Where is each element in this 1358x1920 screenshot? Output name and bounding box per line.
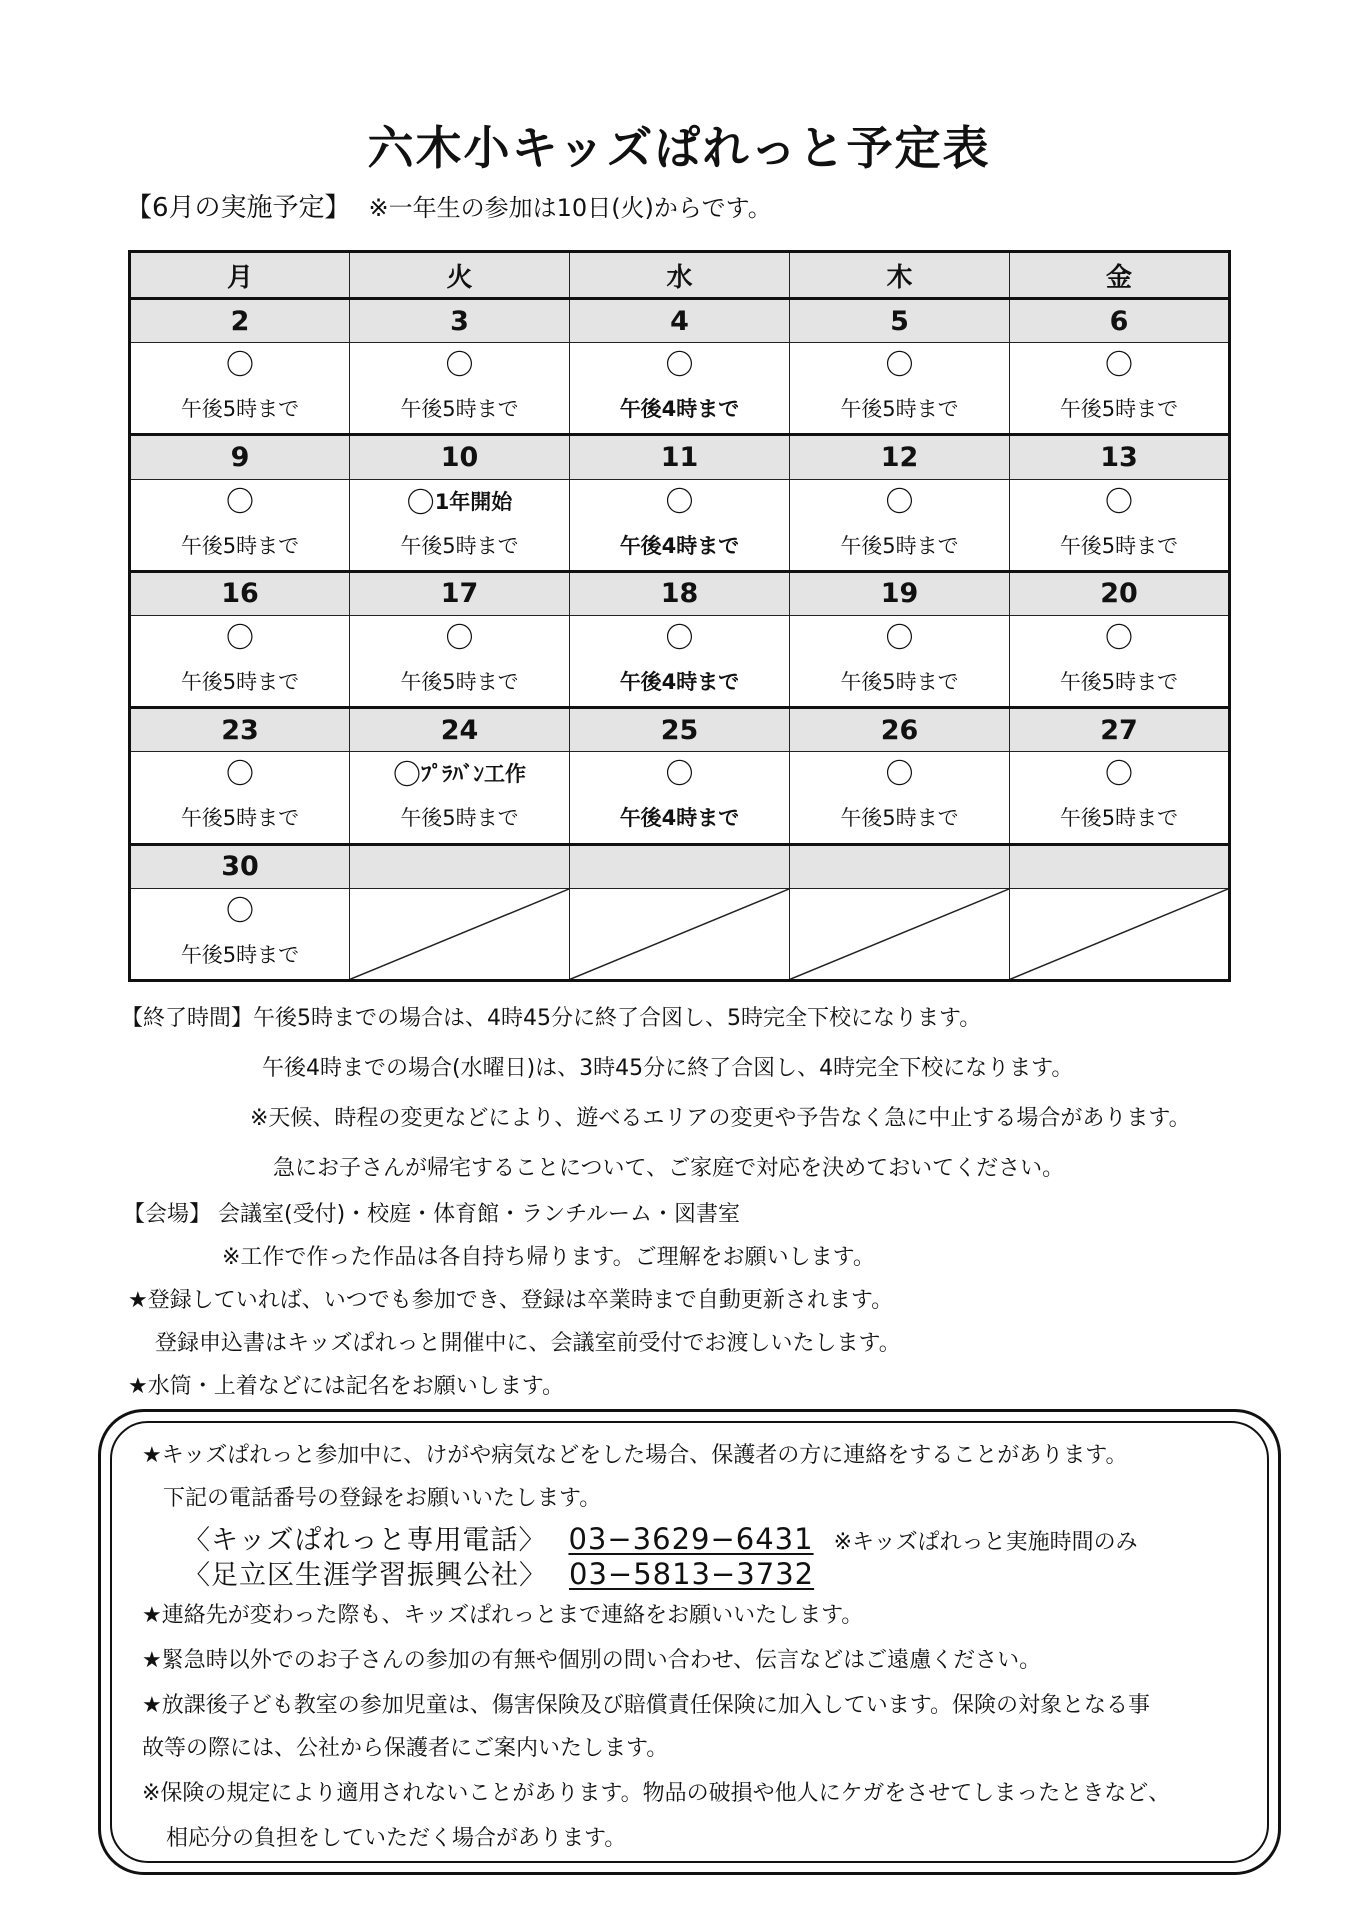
end-time-label: 午後4時まで (619, 397, 740, 422)
date-row (130, 435, 1230, 479)
empty-date-cell (350, 844, 570, 888)
insurance-note: ★放課後子ども教室の参加児童は、傷害保険及び賠償責任保険に加入しています。保険の対象となる事 (142, 1693, 1150, 1718)
weather-note: ※天候、時程の変更などにより、遊べるエリアの変更や予告なく急に中止する場合があります。 (250, 1106, 1191, 1131)
day-cell (130, 479, 350, 571)
end-time-label: 午後5時まで (1059, 669, 1179, 694)
open-mark-wrapper (570, 348, 789, 382)
phone-label-corporation: 〈足立区生涯学習振興公社〉 (183, 1560, 547, 1591)
open-mark-wrapper (1010, 757, 1228, 791)
open-mark-wrapper (350, 348, 569, 382)
empty-date-cell (570, 844, 790, 888)
open-mark-wrapper (131, 757, 349, 791)
empty-date-cell (1010, 844, 1230, 888)
open-mark-wrapper (131, 484, 349, 518)
end-time-label: 午後5時まで (400, 669, 519, 694)
date-number: 24 (350, 708, 570, 752)
end-time-label: 午後5時まで (180, 669, 300, 694)
open-circle-icon: 〇 (1104, 348, 1133, 382)
weekday-fri: 金 (1010, 252, 1230, 299)
open-mark-wrapper (1010, 484, 1228, 518)
date-number: 30 (130, 844, 350, 888)
date-row (130, 571, 1230, 615)
open-circle-icon: 〇 (225, 893, 254, 927)
first-grade-note: ※一年生の参加は10日(火)からです。 (368, 194, 772, 222)
day-cell (570, 752, 790, 844)
info-row (130, 615, 1230, 707)
end-time-label: 午後5時まで (1059, 806, 1179, 831)
end-time-label: 午後5時まで (180, 533, 300, 558)
special-event-label: 1年開始 (434, 489, 513, 514)
end-time-label: 午後4時まで (619, 533, 740, 558)
day-cell (790, 343, 1010, 435)
exclusion-note-continued: 相応分の負担をしていただく場合があります。 (166, 1826, 627, 1851)
end-time-label: 午後5時まで (840, 397, 959, 422)
end-time-note: 【終了時間】午後5時までの場合は、4時45分に終了合図し、5時完全下校になります。 (121, 1006, 982, 1031)
insurance-note-continued: 故等の際には、公社から保護者にご案内いたします。 (142, 1736, 669, 1761)
empty-day-cell (790, 888, 1010, 980)
day-cell (130, 888, 350, 980)
phone-request-note: 下記の電話番号の登録をお願いいたします。 (163, 1486, 602, 1511)
date-number: 27 (1010, 708, 1230, 752)
date-number: 23 (130, 708, 350, 752)
schedule-calendar (128, 250, 1231, 982)
open-mark-wrapper (1010, 348, 1228, 382)
date-number: 6 (1010, 299, 1230, 343)
phone-label-kids: 〈キッズぱれっと専用電話〉 (183, 1525, 547, 1556)
date-row (130, 708, 1230, 752)
date-number: 17 (350, 571, 570, 615)
open-mark-wrapper (350, 485, 569, 519)
end-time-label: 午後5時まで (1059, 533, 1179, 558)
diagonal-slash-icon (790, 889, 1009, 979)
date-number: 3 (350, 299, 570, 343)
open-mark-wrapper (131, 620, 349, 654)
info-row (130, 479, 1230, 571)
date-number: 26 (790, 708, 1010, 752)
date-number: 20 (1010, 571, 1230, 615)
date-number: 19 (790, 571, 1010, 615)
end-time-wednesday-note: 午後4時までの場合(水曜日)は、3時45分に終了合図し、4時完全下校になります。 (262, 1056, 1074, 1081)
date-number: 12 (790, 435, 1010, 479)
phone-row-kids (183, 1518, 1138, 1557)
day-cell (350, 479, 570, 571)
day-cell (570, 615, 790, 707)
open-mark-wrapper (790, 757, 1009, 791)
application-note: 登録申込書はキッズぱれっと開催中に、会議室前受付でお渡しいたします。 (155, 1331, 901, 1356)
day-cell (570, 479, 790, 571)
end-time-label: 午後5時まで (840, 533, 959, 558)
info-row (130, 752, 1230, 844)
special-event-label: ﾌﾟﾗﾊﾞﾝ工作 (421, 762, 526, 787)
end-time-label: 午後5時まで (180, 397, 300, 422)
empty-day-cell (1010, 888, 1230, 980)
open-circle-icon: 〇 (885, 757, 914, 791)
phone-row-corporation (183, 1553, 814, 1592)
month-label: 【6月の実施予定】 (126, 193, 351, 223)
exclusion-note: ※保険の規定により適用されないことがあります。物品の破損や他人にケガをさせてしまったときなど、 (142, 1781, 1171, 1806)
open-circle-icon: 〇 (1104, 757, 1133, 791)
end-time-label: 午後5時まで (840, 669, 959, 694)
end-time-label: 午後5時まで (400, 533, 519, 558)
open-mark-wrapper (350, 760, 569, 790)
end-time-label: 午後5時まで (180, 806, 300, 831)
day-cell (130, 615, 350, 707)
open-circle-icon: 〇 (885, 620, 914, 654)
date-number: 25 (570, 708, 790, 752)
open-circle-icon: 〇 (885, 484, 914, 518)
open-circle-icon: 〇 (445, 620, 474, 654)
craft-note: ※工作で作った作品は各自持ち帰ります。ご理解をお願いします。 (222, 1245, 875, 1270)
day-cell (1010, 343, 1230, 435)
date-number: 11 (570, 435, 790, 479)
open-mark-wrapper (570, 484, 789, 518)
day-cell (570, 343, 790, 435)
end-time-label: 午後5時まで (1059, 397, 1179, 422)
end-time-label: 午後4時まで (619, 669, 740, 694)
open-circle-icon: 〇 (445, 348, 474, 382)
venue-note: 【会場】 会議室(受付)・校庭・体育館・ランチルーム・図書室 (123, 1202, 741, 1227)
open-circle-icon: 〇 (406, 485, 435, 519)
open-mark-wrapper (790, 348, 1009, 382)
weekday-mon: 月 (130, 252, 350, 299)
open-mark-wrapper (570, 620, 789, 654)
end-time-label: 午後5時まで (840, 806, 959, 831)
registration-note: ★登録していれば、いつでも参加でき、登録は卒業時まで自動更新されます。 (128, 1288, 894, 1313)
info-row (130, 343, 1230, 435)
open-mark-wrapper (131, 348, 349, 382)
contact-change-note: ★連絡先が変わった際も、キッズぱれっとまで連絡をお願いいたします。 (142, 1603, 864, 1628)
open-mark-wrapper (790, 620, 1009, 654)
page-title: 六木小キッズぱれっと予定表 (367, 121, 991, 175)
phone-hours-note: ※キッズぱれっと実施時間のみ (833, 1530, 1138, 1555)
phone-number-kids: 03−3629−6431 (568, 1522, 814, 1556)
empty-day-cell (570, 888, 790, 980)
open-circle-icon: 〇 (1104, 620, 1133, 654)
weekday-tue: 火 (350, 252, 570, 299)
refrain-note: ★緊急時以外でのお子さんの参加の有無や個別の問い合わせ、伝言などはご遠慮ください。 (142, 1648, 1042, 1673)
open-circle-icon: 〇 (665, 620, 694, 654)
day-cell (1010, 752, 1230, 844)
phone-number-corporation: 03−5813−3732 (569, 1557, 815, 1591)
home-note: 急にお子さんが帰宅することについて、ご家庭で対応を決めておいてください。 (273, 1156, 1065, 1181)
date-number: 13 (1010, 435, 1230, 479)
calendar-body (130, 252, 1230, 981)
date-row (130, 844, 1230, 888)
day-cell (790, 479, 1010, 571)
open-mark-wrapper (1010, 620, 1228, 654)
name-label-note: ★水筒・上着などには記名をお願いします。 (128, 1374, 564, 1399)
date-number: 10 (350, 435, 570, 479)
date-number: 16 (130, 571, 350, 615)
open-circle-icon: 〇 (225, 348, 254, 382)
day-cell (790, 615, 1010, 707)
weekday-wed: 水 (570, 252, 790, 299)
injury-note: ★キッズぱれっと参加中に、けがや病気などをした場合、保護者の方に連絡をすることがあります。 (142, 1443, 1128, 1468)
diagonal-slash-icon (350, 889, 569, 979)
date-row (130, 299, 1230, 343)
open-circle-icon: 〇 (885, 348, 914, 382)
empty-date-cell (790, 844, 1010, 888)
day-cell (350, 343, 570, 435)
date-number: 9 (130, 435, 350, 479)
open-mark-wrapper (350, 620, 569, 654)
end-time-label: 午後5時まで (400, 806, 519, 831)
open-mark-wrapper (790, 484, 1009, 518)
schedule-subtitle (126, 187, 772, 224)
open-circle-icon: 〇 (665, 348, 694, 382)
diagonal-slash-icon (570, 889, 789, 979)
info-row (130, 888, 1230, 980)
day-cell (130, 752, 350, 844)
day-cell (1010, 479, 1230, 571)
weekday-thu: 木 (790, 252, 1010, 299)
open-circle-icon: 〇 (665, 484, 694, 518)
end-time-label: 午後4時まで (619, 806, 740, 831)
open-circle-icon: 〇 (665, 757, 694, 791)
open-circle-icon: 〇 (392, 758, 421, 792)
end-time-label: 午後5時まで (400, 397, 519, 422)
open-circle-icon: 〇 (225, 757, 254, 791)
day-cell (350, 615, 570, 707)
empty-day-cell (350, 888, 570, 980)
day-cell (1010, 615, 1230, 707)
day-cell (790, 752, 1010, 844)
open-circle-icon: 〇 (1104, 484, 1133, 518)
date-number: 5 (790, 299, 1010, 343)
end-time-label: 午後5時まで (180, 942, 300, 967)
open-circle-icon: 〇 (225, 620, 254, 654)
open-circle-icon: 〇 (225, 484, 254, 518)
date-number: 18 (570, 571, 790, 615)
open-mark-wrapper (570, 757, 789, 791)
day-cell (350, 752, 570, 844)
day-cell (130, 343, 350, 435)
open-mark-wrapper (131, 893, 349, 927)
date-number: 2 (130, 299, 350, 343)
date-number: 4 (570, 299, 790, 343)
weekday-header-row (130, 252, 1230, 299)
diagonal-slash-icon (1010, 889, 1228, 979)
